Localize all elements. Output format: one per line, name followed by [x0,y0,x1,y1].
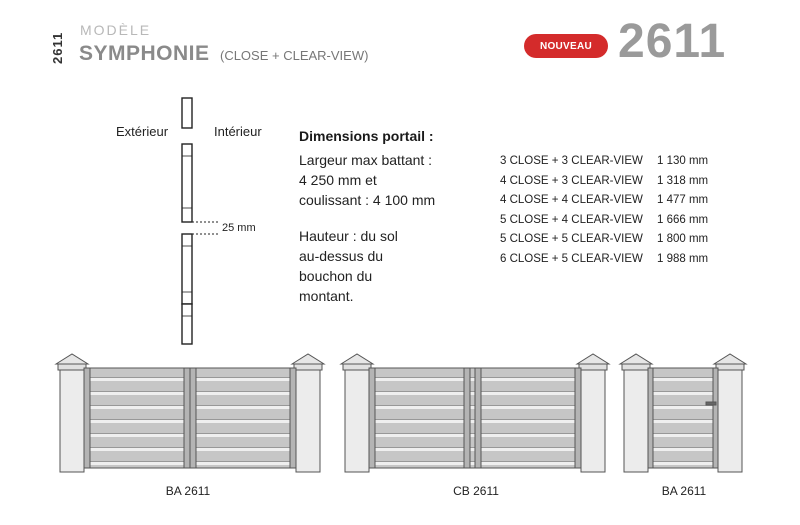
width-line: Largeur max battant : [299,152,433,168]
sliding-gate [341,354,609,472]
gate-label-ba-double: BA 2611 [165,484,211,498]
config-cell: 4 CLOSE + 4 CLEAR-VIEW [500,194,643,206]
page-title: SYMPHONIE [79,42,210,65]
height-cell: 1 318 mm [657,174,709,187]
config-cell: 3 CLOSE + 3 CLEAR-VIEW [500,155,643,167]
dimensions-title: Dimensions portail : [299,128,434,144]
model-number: 2611 [618,15,727,68]
table-row [500,230,708,250]
config-cell: 5 CLOSE + 5 CLEAR-VIEW [500,233,643,245]
height-cell: 1 800 mm [657,233,709,245]
height-cell: 1 477 mm [657,194,709,206]
title-row [79,42,368,66]
profile-section-diagram [170,96,280,346]
height-cell: 1 130 mm [657,155,709,167]
interior-label: Intérieur [214,124,262,139]
height-line: montant. [299,288,354,304]
model-code-vertical: 2611 [50,31,65,65]
width-line: coulissant : 4 100 mm [299,192,436,208]
config-cell: 6 CLOSE + 5 CLEAR-VIEW [500,252,643,265]
gate-illustrations [0,350,800,480]
exterior-label: Extérieur [116,124,169,139]
table-row [500,152,708,172]
gate-label-ba-single: BA 2611 [661,484,707,498]
pedestrian-gate [620,354,746,472]
gap-dimension-label: 25 mm [222,222,256,234]
config-cell: 5 CLOSE + 4 CLEAR-VIEW [500,213,643,226]
page-subtitle: (CLOSE + CLEAR-VIEW) [219,48,369,63]
new-badge: NOUVEAU [524,34,608,58]
modele-label: MODÈLE [80,22,152,38]
table-row [500,250,708,270]
width-line: 4 250 mm et [299,172,377,188]
height-cell: 1 666 mm [657,213,709,226]
table-row [500,211,708,231]
config-cell: 4 CLOSE + 3 CLEAR-VIEW [500,174,643,187]
configuration-table [500,152,708,269]
table-row [500,191,708,211]
table-row [500,172,708,192]
height-info [299,226,398,306]
double-swing-gate [56,354,324,472]
height-line: au-dessus du [299,248,384,264]
height-cell: 1 988 mm [657,252,709,265]
height-line: bouchon du [299,268,373,284]
gate-label-cb: CB 2611 [453,484,499,498]
width-info [299,150,435,210]
height-line: Hauteur : du sol [299,228,398,244]
